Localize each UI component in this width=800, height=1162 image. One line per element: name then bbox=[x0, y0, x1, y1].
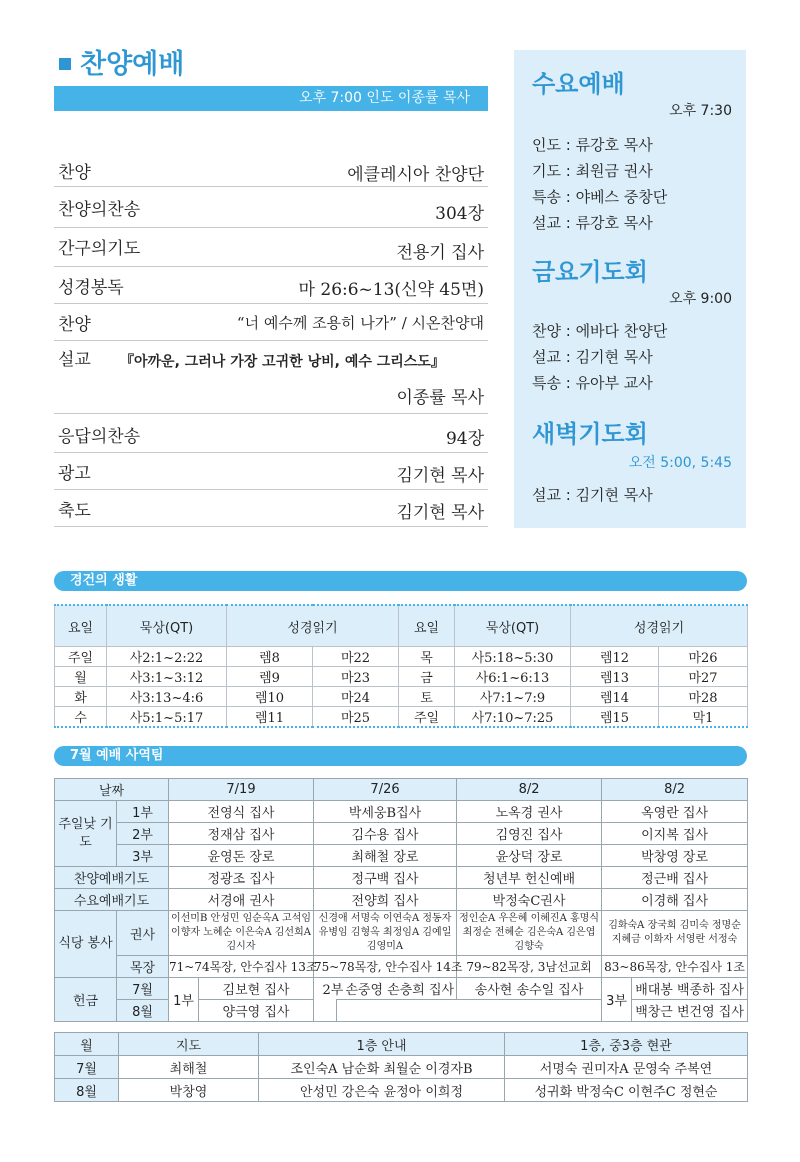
worship-time-bar: 오후 7:00 인도 이종률 목사 bbox=[54, 86, 488, 111]
header-date: 날짜 bbox=[55, 779, 169, 801]
dining-cell: 75~78목장, 안수집사 14조 bbox=[314, 956, 457, 978]
header-month: 월 bbox=[55, 1033, 119, 1056]
order-row-choir bbox=[54, 304, 488, 341]
friday-title: 금요기도회 bbox=[532, 258, 648, 286]
order-row-sermon bbox=[54, 341, 488, 414]
header-date-cell: 8/2 bbox=[602, 779, 748, 801]
dining-label: 식당 봉사 bbox=[55, 911, 117, 978]
duty-cell: 정재삼 집사 bbox=[169, 823, 314, 845]
wednesday-line: 기도 : 최원금 권사 bbox=[532, 162, 653, 180]
friday-line: 특송 : 유아부 교사 bbox=[532, 374, 653, 392]
order-row-scripture bbox=[54, 267, 488, 304]
duty-cell: 노옥경 권사 bbox=[457, 801, 602, 823]
day-cell: 토 bbox=[399, 687, 455, 707]
offering-cell bbox=[322, 978, 457, 1000]
dining-cell: 정인순A 우은혜 이혜진A 홍명식 최정순 전혜순 김은숙A 김은엽 김향숙 bbox=[457, 911, 602, 956]
order-label: 찬양 bbox=[58, 163, 91, 183]
order-row-announcement bbox=[54, 453, 488, 490]
duty-cell: 청년부 헌신예배 bbox=[457, 867, 602, 889]
duty-cell: 옥영란 집사 bbox=[602, 801, 748, 823]
qt-cell: 사5:18~5:30 bbox=[455, 647, 571, 667]
kwonsa-label: 권사 bbox=[117, 911, 169, 956]
table-row bbox=[55, 978, 748, 1000]
reading-cell: 마23 bbox=[313, 667, 399, 687]
sermon-title: 『아까운, 그러나 가장 고귀한 낭비, 예수 그리스도』 bbox=[120, 354, 445, 370]
order-value: 김기현 목사 bbox=[396, 466, 484, 486]
duty-cell: 박창영 장로 bbox=[602, 845, 748, 867]
floor-header-row bbox=[55, 1033, 748, 1056]
qt-cell: 사7:10~7:25 bbox=[455, 707, 571, 728]
table-row bbox=[55, 647, 748, 667]
reading-cell: 마24 bbox=[313, 687, 399, 707]
header-qt: 묵상(QT) bbox=[107, 605, 227, 647]
duty-cell: 김수용 집사 bbox=[314, 823, 457, 845]
order-value: 304장 bbox=[435, 204, 484, 224]
dining-cell: 71~74목장, 안수집사 13조 bbox=[169, 956, 314, 978]
floor1-cell: 안성민 강은숙 윤정아 이희정 bbox=[259, 1079, 505, 1102]
order-value: 94장 bbox=[445, 429, 484, 449]
offering-cell: 김보현 집사 bbox=[199, 978, 314, 1000]
duty-cell: 윤상덕 장로 bbox=[457, 845, 602, 867]
duty-cell: 서경애 권사 bbox=[169, 889, 314, 911]
mokjang-label: 목장 bbox=[117, 956, 169, 978]
header-date-cell: 7/26 bbox=[314, 779, 457, 801]
duty-table bbox=[54, 778, 748, 1022]
order-value: 마 26:6~13(신약 45면) bbox=[298, 280, 484, 300]
entrance-cell: 성귀화 박정숙C 이현주C 정현순 bbox=[505, 1079, 748, 1102]
table-row bbox=[55, 823, 748, 845]
sunday-prayer-label: 주일낮 기도 bbox=[55, 801, 117, 867]
wednesday-title: 수요예배 bbox=[532, 70, 625, 98]
order-label: 찬양의찬송 bbox=[58, 200, 141, 220]
other-services-panel bbox=[514, 50, 746, 528]
month-cell: 8월 bbox=[55, 1079, 119, 1102]
wednesday-time: 오후 7:30 bbox=[669, 103, 732, 119]
reading-cell: 마27 bbox=[659, 667, 748, 687]
devotion-header-row bbox=[55, 605, 748, 647]
qt-cell: 사3:13~4:6 bbox=[107, 687, 227, 707]
order-value: 에클레시아 찬양단 bbox=[347, 165, 484, 185]
table-row bbox=[55, 667, 748, 687]
order-row-response-hymn bbox=[54, 414, 488, 453]
day-cell: 월 bbox=[55, 667, 107, 687]
qt-cell: 사6:1~6:13 bbox=[455, 667, 571, 687]
offering-label: 헌금 bbox=[55, 978, 117, 1022]
header-day: 요일 bbox=[55, 605, 107, 647]
part-label: 2부 bbox=[322, 983, 344, 998]
reading-cell: 렘14 bbox=[571, 687, 659, 707]
floor-guide-table bbox=[54, 1032, 748, 1102]
duty-cell: 전영식 집사 bbox=[169, 801, 314, 823]
order-label: 축도 bbox=[58, 501, 91, 521]
part-label: 1부 bbox=[169, 978, 199, 1022]
header-reading: 성경읽기 bbox=[571, 605, 748, 647]
entrance-cell: 서명숙 권미자A 문영숙 주복연 bbox=[505, 1056, 748, 1079]
dining-cell: 김화숙A 장국희 김미숙 정명순 지혜금 이화자 서영란 서정숙 bbox=[602, 911, 748, 956]
leader-cell: 박창영 bbox=[119, 1079, 259, 1102]
devotion-table bbox=[54, 604, 748, 728]
day-cell: 목 bbox=[399, 647, 455, 667]
worship-title: 찬양예배 bbox=[80, 49, 185, 80]
reading-cell: 렘9 bbox=[227, 667, 313, 687]
part-label: 3부 bbox=[602, 978, 632, 1022]
floor1-cell: 조인숙A 남순화 최월순 이경자B bbox=[259, 1056, 505, 1079]
table-row bbox=[55, 1000, 748, 1022]
leader-cell: 최해철 bbox=[119, 1056, 259, 1079]
day-cell: 주일 bbox=[55, 647, 107, 667]
order-label: 성경봉독 bbox=[58, 278, 124, 298]
dining-cell: 이선미B 안성민 임순옥A 고석임 이향자 노혜순 이은숙A 김선희A 김시자 bbox=[169, 911, 314, 956]
wednesday-line: 특송 : 야베스 중창단 bbox=[532, 188, 668, 206]
dining-cell: 79~82목장, 3남선교회 bbox=[457, 956, 602, 978]
reading-cell: 렘10 bbox=[227, 687, 313, 707]
reading-cell: 마25 bbox=[313, 707, 399, 728]
table-row bbox=[55, 956, 748, 978]
duty-cell: 윤영돈 장로 bbox=[169, 845, 314, 867]
order-row-praise bbox=[54, 150, 488, 187]
dawn-line: 설교 : 김기현 목사 bbox=[532, 486, 653, 504]
reading-cell: 마22 bbox=[313, 647, 399, 667]
qt-cell: 사2:1~2:22 bbox=[107, 647, 227, 667]
part-label: 1부 bbox=[117, 801, 169, 823]
header-floor1: 1층 안내 bbox=[259, 1033, 505, 1056]
offering-cell: 송사현 송수일 집사 bbox=[457, 978, 602, 1000]
table-row bbox=[55, 845, 748, 867]
dawn-title: 새벽기도회 bbox=[532, 420, 648, 448]
header-date-cell: 7/19 bbox=[169, 779, 314, 801]
reading-cell: 렘13 bbox=[571, 667, 659, 687]
order-label: 응답의찬송 bbox=[58, 427, 141, 447]
dawn-time: 오전 5:00, 5:45 bbox=[628, 455, 732, 471]
part-label: 2부 bbox=[117, 823, 169, 845]
header-reading: 성경읽기 bbox=[227, 605, 399, 647]
duty-cell: 박세웅B집사 bbox=[314, 801, 457, 823]
order-value: 이종률 목사 bbox=[396, 388, 484, 408]
duty-cell: 박정숙C권사 bbox=[457, 889, 602, 911]
table-row bbox=[55, 707, 748, 728]
duty-cell: 전양희 집사 bbox=[314, 889, 457, 911]
wednesday-line: 인도 : 류강호 목사 bbox=[532, 136, 653, 154]
friday-line: 찬양 : 에바다 찬양단 bbox=[532, 322, 668, 340]
table-row bbox=[55, 687, 748, 707]
devotion-section-bar: 경건의 생활 bbox=[54, 571, 747, 591]
month-cell: 7월 bbox=[55, 1056, 119, 1079]
order-value: 김기현 목사 bbox=[396, 503, 484, 523]
part-label: 3부 bbox=[117, 845, 169, 867]
day-cell: 주일 bbox=[399, 707, 455, 728]
duty-cell: 이지복 집사 bbox=[602, 823, 748, 845]
order-value: “너 예수께 조용히 나가” / 시온찬양대 bbox=[236, 314, 484, 332]
header-leader: 지도 bbox=[119, 1033, 259, 1056]
offering-cell: 배대봉 백종하 집사 bbox=[632, 978, 748, 1000]
offering-cell: 양극영 집사 bbox=[199, 1000, 314, 1022]
wed-prayer-label: 수요예배기도 bbox=[55, 889, 169, 911]
wednesday-line: 설교 : 류강호 목사 bbox=[532, 214, 653, 232]
qt-cell: 사7:1~7:9 bbox=[455, 687, 571, 707]
duty-cell: 정근배 집사 bbox=[602, 867, 748, 889]
order-row-benediction bbox=[54, 490, 488, 527]
offering-cell bbox=[337, 1000, 602, 1022]
duty-cell: 이경해 집사 bbox=[602, 889, 748, 911]
header-day: 요일 bbox=[399, 605, 455, 647]
table-row bbox=[55, 1079, 748, 1102]
reading-cell: 렘12 bbox=[571, 647, 659, 667]
header-date-cell: 8/2 bbox=[457, 779, 602, 801]
order-row-hymn bbox=[54, 187, 488, 228]
reading-cell: 렘15 bbox=[571, 707, 659, 728]
qt-cell: 사5:1~5:17 bbox=[107, 707, 227, 728]
reading-cell: 렘8 bbox=[227, 647, 313, 667]
month-label: 7월 bbox=[117, 978, 169, 1000]
day-cell: 화 bbox=[55, 687, 107, 707]
header-entrance: 1층, 중3층 현관 bbox=[505, 1033, 748, 1056]
table-row bbox=[55, 911, 748, 956]
header-qt: 묵상(QT) bbox=[455, 605, 571, 647]
table-row bbox=[55, 801, 748, 823]
dining-cell: 83~86목장, 안수집사 1조 bbox=[602, 956, 748, 978]
duty-header-row bbox=[55, 779, 748, 801]
order-label: 찬양 bbox=[58, 315, 91, 335]
order-label: 간구의기도 bbox=[58, 239, 141, 259]
reading-cell: 렘11 bbox=[227, 707, 313, 728]
table-row bbox=[55, 1056, 748, 1079]
day-cell: 금 bbox=[399, 667, 455, 687]
duty-section-bar: 7월 예배 사역팀 bbox=[54, 746, 747, 766]
duty-cell: 정광조 집사 bbox=[169, 867, 314, 889]
duty-cell: 최해철 장로 bbox=[314, 845, 457, 867]
reading-cell: 마28 bbox=[659, 687, 748, 707]
reading-cell: 마26 bbox=[659, 647, 748, 667]
duty-cell: 정구백 집사 bbox=[314, 867, 457, 889]
order-label: 설교 bbox=[58, 350, 91, 370]
reading-cell: 막1 bbox=[659, 707, 748, 728]
friday-line: 설교 : 김기현 목사 bbox=[532, 348, 653, 366]
order-value: 전용기 집사 bbox=[396, 243, 484, 263]
offering-cell: 백창근 변건영 집사 bbox=[632, 1000, 748, 1022]
order-label: 광고 bbox=[58, 464, 91, 484]
title-square-icon bbox=[59, 58, 71, 70]
qt-cell: 사3:1~3:12 bbox=[107, 667, 227, 687]
offering-name: 손중영 손충희 집사 bbox=[345, 983, 455, 998]
month-label: 8월 bbox=[117, 1000, 169, 1022]
friday-time: 오후 9:00 bbox=[669, 291, 732, 307]
praise-prayer-label: 찬양예배기도 bbox=[55, 867, 169, 889]
dining-cell: 신경애 서명숙 이연숙A 정동자 유병임 김형옥 최정임A 김예일 김영미A bbox=[314, 911, 457, 956]
day-cell: 수 bbox=[55, 707, 107, 728]
order-row-prayer bbox=[54, 228, 488, 267]
table-row bbox=[55, 867, 748, 889]
duty-cell: 김영진 집사 bbox=[457, 823, 602, 845]
table-row bbox=[55, 889, 748, 911]
